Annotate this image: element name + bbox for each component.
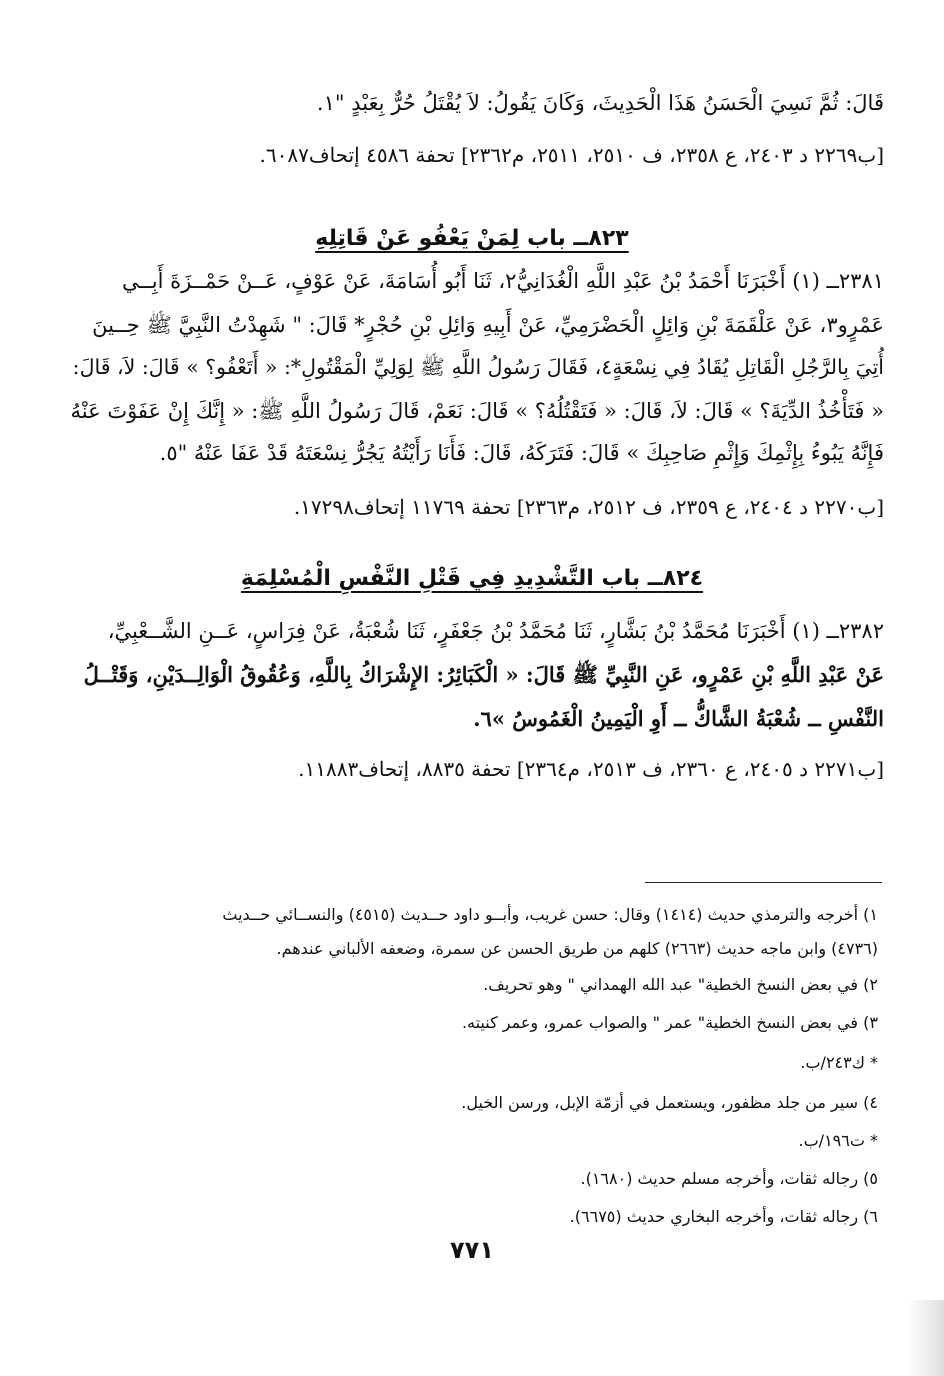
source-reference: [ب٢٢٦٩ د ٢٤٠٣، ع ٢٣٥٨، ف ٢٥١٠، ٢٥١١، م٢٣٦٢] تحفة ٤٥٨٦ إتحاف٦٠٨٧.	[259, 143, 884, 167]
footnote: ٦) رجاله ثقات، وأخرجه البخاري حديث (٦٦٧٥).	[569, 1207, 878, 1226]
page-number: ٧٧١	[450, 1236, 494, 1264]
footnote: ٢) في بعض النسخ الخطية" عبد الله الهمداني " وهو تحريف.	[483, 975, 878, 994]
page-edge-shadow	[908, 1300, 944, 1376]
footnote: ١) أخرجه والترمذي حديث (١٤١٤) وقال: حسن غريب، وأبــو داود حــديث (٤٥١٥) والنســائي حــديث	[222, 905, 878, 924]
footnote-separator	[645, 882, 882, 883]
text-line: ٢٣٨١ــ (١) أَخْبَرَنَا أَحْمَدُ بْنُ عَبْدِ اللَّهِ الْغُدَانِيُّ٢، ثَنَا أَبُو أُسَامَةَ، عَنْ عَوْفٍ، عَــنْ حَمْــزَةَ أَبِــي	[122, 269, 884, 293]
footnote: (٤٧٣٦) وابن ماجه حديث (٢٦٦٣) كلهم من طريق الحسن عن سمرة، وضعفه الألباني عندهم.	[276, 939, 878, 958]
text-line: ٢٣٨٢ــ (١) أَخْبَرَنَا مُحَمَّدُ بْنُ بَشَّارٍ، ثَنَا مُحَمَّدُ بْنُ جَعْفَرٍ، ثَنَا شُعْبَةُ، عَنْ فِرَاسٍ، عَــنِ الشَّــعْبِيِّ،	[107, 619, 884, 643]
source-reference: [ب٢٢٧٠ د ٢٤٠٤، ع ٢٣٥٩، ف ٢٥١٢، م٢٣٦٣] تحفة ١١٧٦٩ إتحاف١٧٢٩٨.	[293, 495, 884, 519]
source-reference: [ب٢٢٧١ د ٢٤٠٥، ع ٢٣٦٠، ف ٢٥١٣، م٢٣٦٤] تحفة ٨٨٣٥، إتحاف١١٨٨٣.	[298, 757, 884, 781]
section-heading	[0, 226, 944, 251]
footnote: ٤) سير من جلد مظفور، ويستعمل في أزمّة الإبل، ورسن الخيل.	[461, 1093, 878, 1112]
section-heading-text: ٨٢٤ــ باب التَّشْدِيدِ فِي قَتْلِ النَّفْسِ الْمُسْلِمَةِ	[240, 566, 704, 591]
footnote: ٥) رجاله ثقات، وأخرجه مسلم حديث (١٦٨٠).	[580, 1169, 878, 1188]
text-line: عَنْ عَبْدِ اللَّهِ بْنِ عَمْرٍو، عَنِ النَّبِيِّ ﷺ قَالَ: « الْكَبَائِرُ: الإِشْرَاكُ بِاللَّهِ، وَعُقُوقُ الْوَالِــدَيْنِ، وَقَتْــلُ	[83, 662, 884, 687]
text-line: أُتِيَ بِالرَّجُلِ الْقَاتِلِ يُقَادُ فِي نِسْعَةٍ٤، فَقَالَ رَسُولُ اللَّهِ ﷺ لِوَلِيِّ الْمَقْتُولِ*: « أَتَعْفُو؟ » قَالَ: لاَ، قَالَ:	[72, 355, 884, 379]
text-line: النَّفْسِ ــ شُعْبَةُ الشَّاكُّ ــ أَوِ الْيَمِينُ الْغَمُوسُ »٦.	[473, 706, 884, 731]
footnote: * ت١٩٦/ب.	[798, 1131, 878, 1150]
text-line: عَمْرٍو٣، عَنْ عَلْقَمَةَ بْنِ وَائِلٍ الْحَضْرَمِيِّ، عَنْ أَبِيهِ وَائِلِ بْنِ حُجْرٍ* قَالَ: " شَهِدْتُ النَّبِيَّ ﷺ حِــينَ	[92, 313, 884, 337]
text-line: فَإِنَّهُ يَبُوءُ بِإِثْمِكَ وَإِثْمِ صَاحِبِكَ » قَالَ: فَتَرَكَهُ، قَالَ: فَأَنَا رَأَيْتُهُ يَجُرُّ نِسْعَتَهُ قَدْ عَفَا عَنْهُ "٥.	[159, 441, 884, 465]
section-heading	[0, 566, 944, 591]
text-line: « فَتَأْخُذُ الدِّيَةَ؟ » قَالَ: لاَ، قَالَ: « فَتَقْتُلُهُ؟ » قَالَ: نَعَمْ، قَالَ رَسُولُ اللَّهِ ﷺ: « إِنَّكَ إِنْ عَفَوْتَ عَنْهُ	[70, 399, 884, 423]
section-heading-text: ٨٢٣ــ باب لِمَنْ يَعْفُو عَنْ قَاتِلِهِ	[315, 226, 629, 251]
footnote: * ك٢٤٣/ب.	[800, 1053, 878, 1072]
text-line: قَالَ: ثُمَّ نَسِيَ الْحَسَنُ هَذَا الْحَدِيثَ، وَكَانَ يَقُولُ: لاَ يُقْتَلُ حُرٌّ بِعَبْدٍ "١.	[316, 91, 884, 115]
footnote: ٣) في بعض النسخ الخطية" عمر " والصواب عمرو، وعمر كنيته.	[461, 1013, 878, 1032]
